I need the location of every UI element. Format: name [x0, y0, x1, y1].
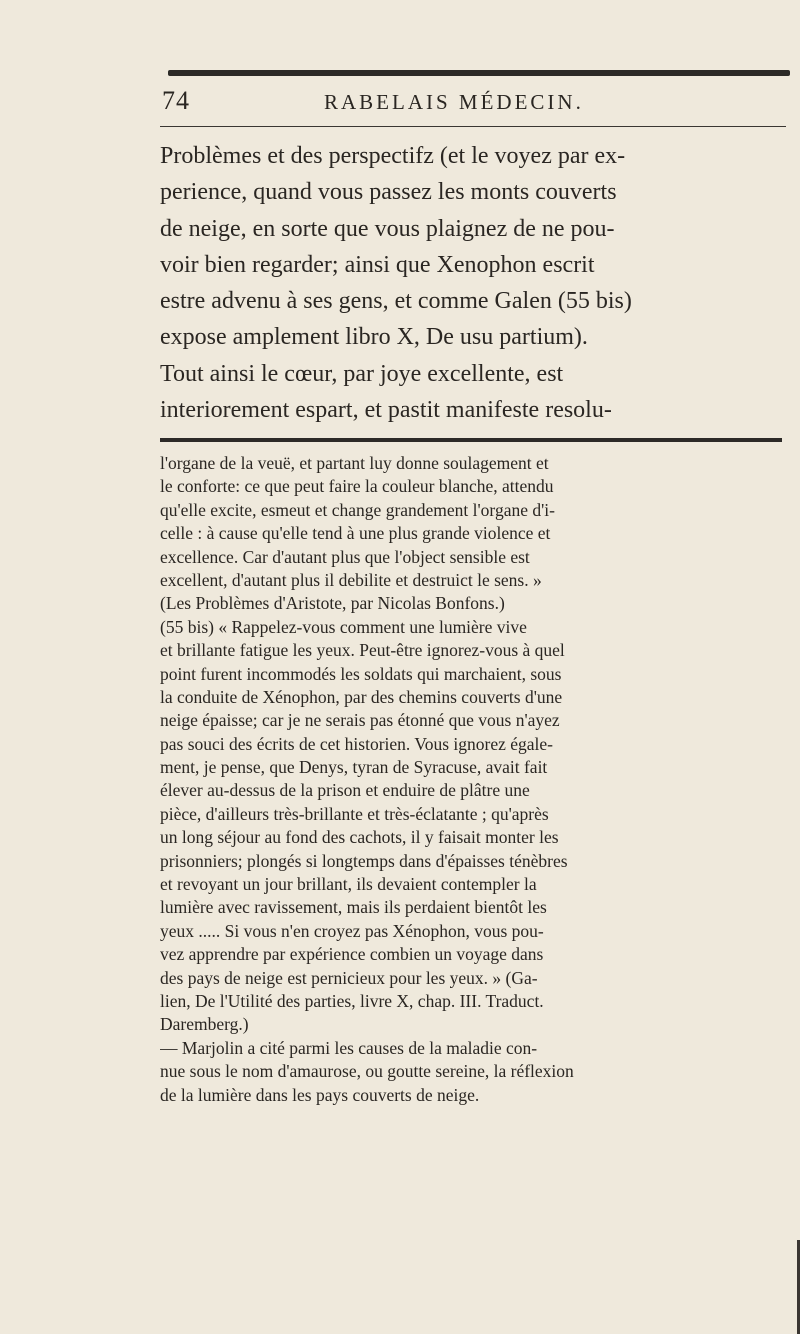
- footnote-line: la conduite de Xénophon, par des chemins couverts d'une: [160, 686, 563, 707]
- footnote-line: et brillante fatigue les yeux. Peut-être ignorez-vous à quel: [160, 640, 565, 661]
- page-header: [160, 84, 790, 124]
- footnote-line: prisonniers; plongés si longtemps dans d'épaisses ténèbres: [160, 850, 568, 871]
- footnote-line: neige épaisse; car je ne serais pas étonné que vous n'ayez: [160, 710, 560, 731]
- footnote-line: nue sous le nom d'amaurose, ou goutte sereine, la réflexion: [160, 1061, 574, 1082]
- footnote-separator-rule: [160, 438, 782, 442]
- footnote-line: un long séjour au fond des cachots, il y faisait monter les: [160, 827, 559, 848]
- footnote-line: de la lumière dans les pays couverts de neige.: [160, 1084, 480, 1105]
- footnote-line: — Marjolin a cité parmi les causes de la maladie con-: [160, 1037, 538, 1058]
- main-text-block: [160, 138, 790, 428]
- top-ornamental-rule: [168, 70, 790, 76]
- footnote-line: pièce, d'ailleurs très-brillante et très-éclatante ; qu'après: [160, 803, 549, 824]
- footnote-line: qu'elle excite, esmeut et change grandement l'organe d'i-: [160, 499, 555, 520]
- footnote-line: le conforte: ce que peut faire la couleur blanche, attendu: [160, 476, 554, 497]
- footnote-line: yeux ..... Si vous n'en croyez pas Xénophon, vous pou-: [160, 920, 544, 941]
- main-text-line: de neige, en sorte que vous plaignez de ne pou-: [160, 215, 615, 242]
- main-text-line: estre advenu à ses gens, et comme Galen (55 bis): [160, 288, 632, 315]
- footnote-line: l'organe de la veuë, et partant luy donne soulagement et: [160, 453, 549, 473]
- footnote-line: et revoyant un jour brillant, ils devaient contempler la: [160, 874, 537, 895]
- page-number: 74: [162, 86, 190, 115]
- main-text-line: interiorement espart, et pastit manifeste resolu-: [160, 397, 612, 424]
- footnote-line: Daremberg.): [160, 1014, 249, 1035]
- header-rule: [160, 126, 786, 127]
- main-text-line: Tout ainsi le cœur, par joye excellente, est: [160, 360, 564, 387]
- footnote-line: pas souci des écrits de cet historien. Vous ignorez égale-: [160, 733, 553, 754]
- footnote-line: (55 bis) « Rappelez-vous comment une lumière vive: [160, 616, 527, 637]
- main-text-line: Problèmes et des perspectifz (et le voyez par ex-: [160, 143, 626, 169]
- footnote-line: des pays de neige est pernicieux pour les yeux. » (Ga-: [160, 967, 538, 988]
- footnote-line: vez apprendre par expérience combien un voyage dans: [160, 944, 544, 965]
- footnote-line: point furent incommodés les soldats qui marchaient, sous: [160, 663, 562, 684]
- main-text-line: voir bien regarder; ainsi que Xenophon escrit: [160, 251, 595, 278]
- footnote-line: élever au-dessus de la prison et enduire de plâtre une: [160, 780, 530, 801]
- footnote-line: excellent, d'autant plus il debilite et destruict le sens. »: [160, 569, 542, 590]
- footnote-line: celle : à cause qu'elle tend à une plus grande violence et: [160, 523, 551, 544]
- footnote-block: [160, 452, 792, 1107]
- footnote-line: lumière avec ravissement, mais ils perdaient bientôt les: [160, 897, 547, 918]
- main-text-line: perience, quand vous passez les monts couverts: [160, 179, 617, 206]
- footnote-line: lien, De l'Utilité des parties, livre X, chap. III. Traduct.: [160, 990, 544, 1011]
- footnote-line: excellence. Car d'autant plus que l'object sensible est: [160, 546, 530, 567]
- footnote-line: (Les Problèmes d'Aristote, par Nicolas Bonfons.): [160, 593, 505, 614]
- footnote-line: ment, je pense, que Denys, tyran de Syracuse, avait fait: [160, 757, 548, 778]
- running-title: RABELAIS MÉDECIN.: [324, 90, 584, 114]
- main-text-line: expose amplement libro X, De usu partium).: [160, 324, 588, 351]
